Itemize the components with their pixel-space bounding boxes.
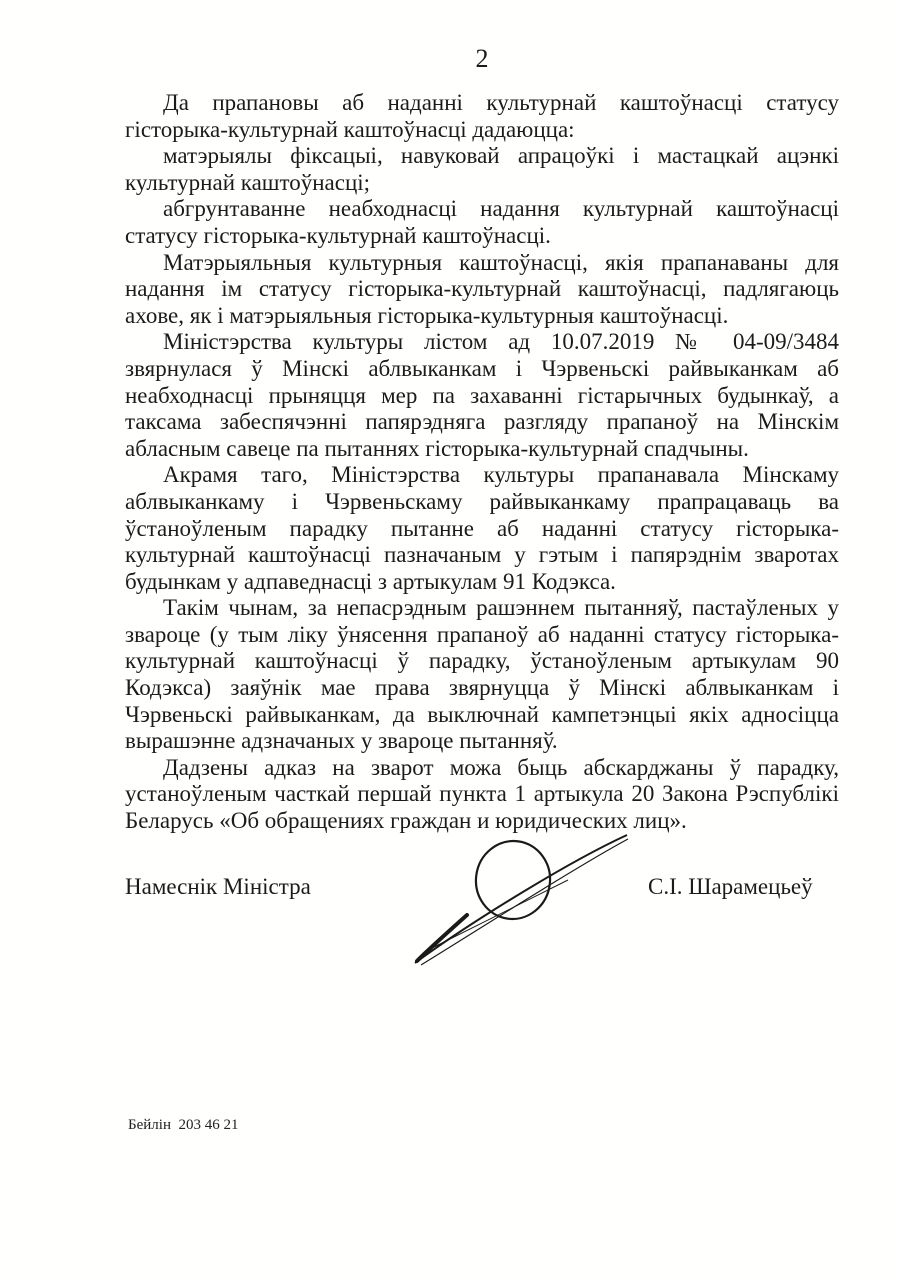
signatory-title: Намеснік Міністра bbox=[125, 874, 311, 899]
footer-reference: Бейлін 203 46 21 bbox=[128, 1117, 239, 1133]
body-text bbox=[125, 90, 839, 835]
paragraph: Акрамя таго, Міністэрства культуры прапанавала Мінскаму аблвыканкаму і Чэрвеньскаму райвыканкаму прапрацаваць ва ўстаноўленым парадку пытанне аб наданні статусу гісторыка-культурнай каштоўнасці пазначаным у гэтым і папярэднім зваротах будынкам у адпаведнасці з артыкулам 91 Кодэкса. bbox=[125, 462, 839, 594]
handwritten-signature-icon bbox=[398, 820, 638, 970]
paragraph: Матэрыяльныя культурныя каштоўнасці, якія прапанаваны для надання ім статусу гісторыка-культурнай каштоўнасці, падлягаюць ахове, як і матэрыяльныя гісторыка-культурныя каштоўнасці. bbox=[125, 249, 839, 328]
signatory-name: С.І. Шарамецьеў bbox=[648, 874, 813, 899]
paragraph: Дадзены адказ на зварот можа быць абскарджаны ў парадку, устаноўленым часткай першай пункта 1 артыкула 20 Закона Рэспублікі Беларусь «Об обращениях граждан и юридических лиц». bbox=[125, 754, 839, 834]
paragraph: Такім чынам, за непасрэдным рашэннем пытанняў, пастаўленых у звароце (у тым ліку ўнясення прапаноў аб наданні статусу гісторыка-культурнай каштоўнасці ў парадку, ўстаноўленым артыкулам 90 Кодэкса) заяўнік мае права звярнуцца ў Мінскі аблвыканкам і Чэрвеньскі райвыканкам, да выключнай кампетэнцыі якіх адносіцца вырашэнне адзначаных у звароце пытанняў. bbox=[125, 595, 839, 754]
paragraph: Міністэрства культуры лістом ад 10.07.2019 № 04-09/3484 звярнулася ў Мінскі аблвыканкам і Чэрвеньскі райвыканкам аб неабходнасці прыняцця мер па захаванні гістарычных будынкаў, а таксама забеспячэнні папярэдняга разгляду прапаноў на Мінскім абласным савеце па пытаннях гісторыка-культурнай спадчыны. bbox=[125, 329, 839, 461]
paragraph: матэрыялы фіксацыі, навуковай апрацоўкі і мастацкай ацэнкі культурнай каштоўнасці; bbox=[125, 143, 839, 195]
paragraph: Да прапановы аб наданні культурнай каштоўнасці статусу гісторыка-культурнай каштоўнасці дадаюцца: bbox=[125, 90, 839, 142]
page-number: 2 bbox=[475, 44, 489, 73]
paragraph: абгрунтаванне неабходнасці надання культурнай каштоўнасці статусу гісторыка-культурнай каштоўнасці. bbox=[125, 196, 839, 248]
